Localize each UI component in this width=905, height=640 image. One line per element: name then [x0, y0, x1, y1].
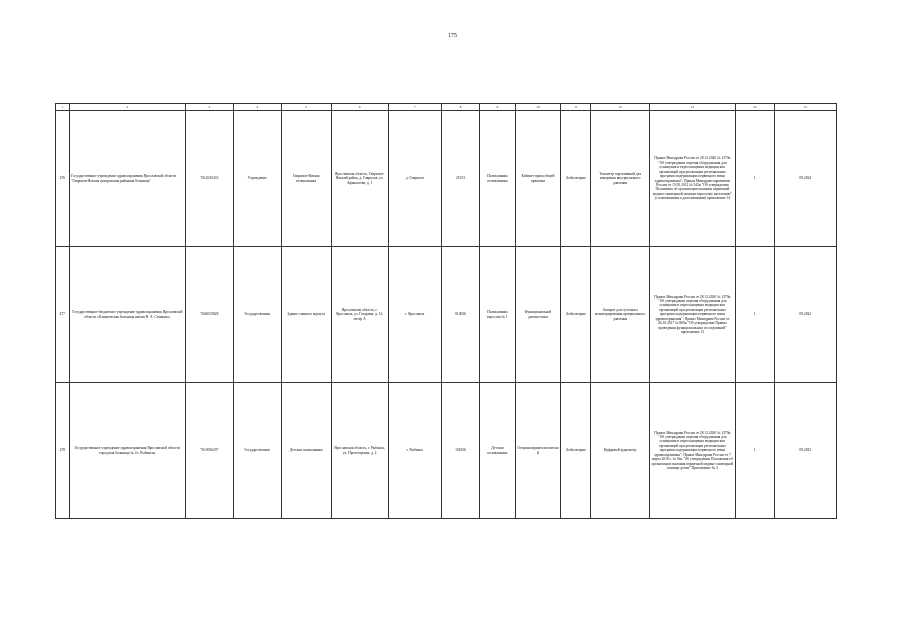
- legal-basis: Приказ Минздрава России от 28.12.2020 № 1379н "Об утверждении перечня оборудования для оснащения и переоснащения медицинских организаций при реализации региональных программ модернизации первичного звена здравоохранения"; Приказ Минздравсоцразвития России от 15.05.2012 № 543н "Об утверждении Положения об организации оказания первичной медико-санитарной помощи взрослому населению" (с изменениями и дополнениями) приложение 14: [649, 111, 735, 247]
- code: 010036: [441, 247, 479, 383]
- unit: Детская поликлиника: [480, 383, 515, 519]
- page-number: 175: [448, 33, 457, 39]
- column-number: 11: [561, 104, 591, 111]
- organization-name: Государственное учреждение здравоохранения Ярославской области городская больница № 4 г. Рыбинска: [69, 383, 185, 519]
- row-number: 476: [56, 111, 70, 247]
- inn: 7612010433: [185, 111, 233, 247]
- equipment-name: Аппарат для суточного мониторирования артериального давления: [591, 247, 649, 383]
- facility-type: Здание главного корпуса: [281, 247, 331, 383]
- table-row: [56, 111, 837, 247]
- table-row: [56, 383, 837, 519]
- quantity: 1: [736, 247, 774, 383]
- column-number-row: [56, 104, 837, 111]
- quantity: 1: [736, 383, 774, 519]
- equipment-name: Тонометр портативный для измерения внутриглазного давления: [591, 111, 649, 247]
- column-number: 1: [56, 104, 70, 111]
- care-form: Амбулаторно: [561, 247, 591, 383]
- column-number: 3: [185, 104, 233, 111]
- column-number: 12: [591, 104, 649, 111]
- column-number: 5: [281, 104, 331, 111]
- organization-name: Государственное бюджетное учреждение здравоохранения Ярославской области «Клиническая больница имени Н. А. Семашко»: [69, 247, 185, 383]
- unit: Поликлиника взрослая № 1: [480, 247, 515, 383]
- legal-basis: Приказ Минздрава России от 28.12.2020 № 1379н "Об утверждении перечня оборудования для оснащения и переоснащения медицинских организаций при реализации региональных программ модернизации первичного звена здравоохранения"; Приказ Минздрава России от 7 марта 2018 г. № 92н "Об утверждении Положения об организации оказания первичной медико-санитарной помощи детям" Приложение № 3: [649, 383, 735, 519]
- address: Ярославская область, г. Ярославль, ул. Гагарина, д. 12, литер А: [331, 247, 388, 383]
- column-number: 7: [388, 104, 441, 111]
- ownership: Учреждение: [233, 111, 281, 247]
- address: Ярославская область, г. Рыбинск, ул. Пролетарская, д. 2: [331, 383, 388, 519]
- room: Оториноларингологический: [515, 383, 561, 519]
- code: 101836: [441, 383, 479, 519]
- unit: Поликлиника поликлиники: [480, 111, 515, 247]
- inn: 7610036207: [185, 383, 233, 519]
- row-number: 478: [56, 383, 70, 519]
- address: Ярославская область, Гаврилов-Ямский район, д. Гаврилов, ул. Афанасьева, д. 1: [331, 111, 388, 247]
- table-row: [56, 247, 837, 383]
- column-number: 4: [233, 104, 281, 111]
- delivery-date: 09.2022: [774, 247, 837, 383]
- locality: г. Рыбинск: [388, 383, 441, 519]
- column-number: 2: [69, 104, 185, 111]
- column-number: 14: [736, 104, 774, 111]
- column-number: 6: [331, 104, 388, 111]
- quantity: 1: [736, 111, 774, 247]
- inn: 7604015828: [185, 247, 233, 383]
- facility-type: Гаврилов-Ямская поликлиника: [281, 111, 331, 247]
- locality: г. Ярославль: [388, 247, 441, 383]
- facility-type: Детская поликлиника: [281, 383, 331, 519]
- care-form: Амбулаторно: [561, 383, 591, 519]
- legal-basis: Приказ Минздрава России от 28.12.2020 № 1379н "Об утверждении перечня оборудования для оснащения и переоснащения медицинских организаций при реализации региональных программ модернизации первичного звена здравоохранения"; Приказ Минздрава России от 26.10.2017 № 869н "Об утверждении Правил проведения функциональных исследований" приложение 13: [649, 247, 735, 383]
- delivery-date: 09.2023: [774, 383, 837, 519]
- room: Кабинет врача общей практики: [515, 111, 561, 247]
- column-number: 13: [649, 104, 735, 111]
- locality: д. Гаврилов: [388, 111, 441, 247]
- column-number: 9: [480, 104, 515, 111]
- delivery-date: 09.2024: [774, 111, 837, 247]
- column-number: 15: [774, 104, 837, 111]
- care-form: Амбулаторно: [561, 111, 591, 247]
- equipment-name: Цифровой аудиометр: [591, 383, 649, 519]
- equipment-register-table: [55, 103, 837, 519]
- organization-name: Государственное учреждение здравоохранения Ярославской области "Гаврилов-Ямская центральная районная больница": [69, 111, 185, 247]
- code: 25153: [441, 111, 479, 247]
- column-number: 8: [441, 104, 479, 111]
- ownership: Государственная: [233, 247, 281, 383]
- room: Функциональной диагностики: [515, 247, 561, 383]
- column-number: 10: [515, 104, 561, 111]
- row-number: 477: [56, 247, 70, 383]
- ownership: Государственное: [233, 383, 281, 519]
